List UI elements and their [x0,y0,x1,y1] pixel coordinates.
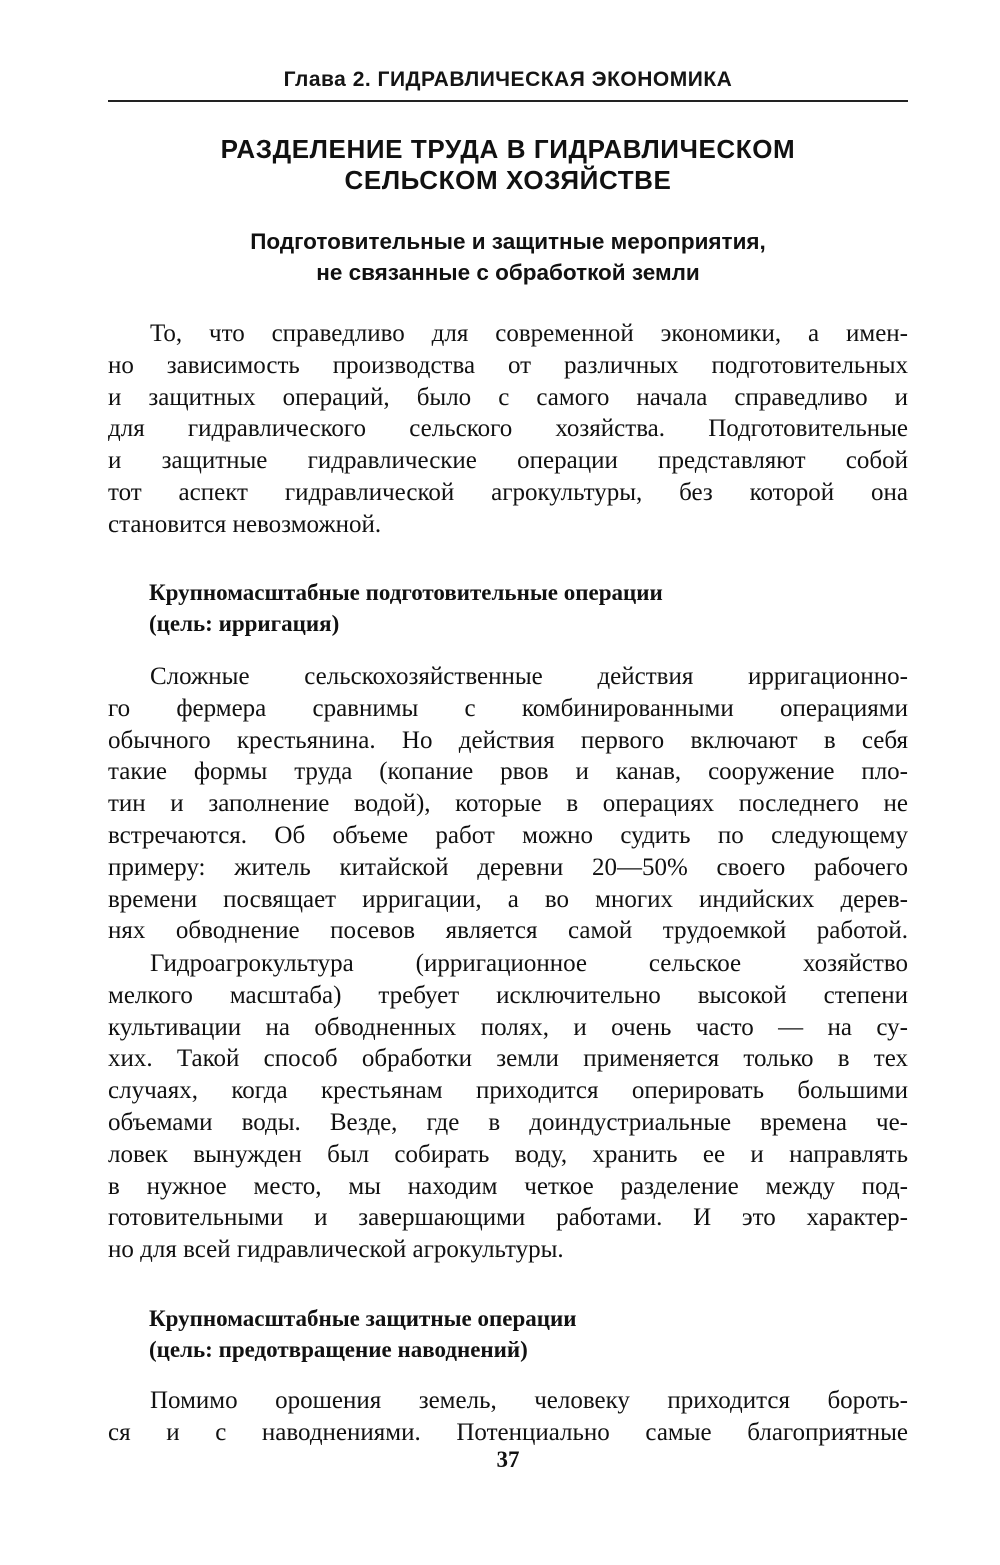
paragraph-4-line: Помимо орошения земель, человеку приходится бороть- [150,1387,908,1414]
paragraph-1-line: но зависимость производства от различных подготовительных [108,351,908,379]
paragraph-4 [108,1385,908,1449]
paragraph-3 [108,948,908,1266]
paragraph-1-line: и защитные гидравлические операции представляют собой [108,447,908,475]
subheading-flood-control [149,1303,909,1365]
subheading-flood-control-line-1: Крупномасштабные защитные операции [149,1306,577,1331]
paragraph-3-line: объемами воды. Везде, где в доиндустриальные времена че- [108,1108,908,1136]
page-number: 37 [496,1447,520,1472]
section-title [108,226,908,288]
chapter-title-line-2: СЕЛЬСКОМ ХОЗЯЙСТВЕ [344,165,672,195]
paragraph-2-line: тин и заполнение водой), которые в операциях последнего не [108,790,908,818]
paragraph-3-line: хих. Такой способ обработки земли применяется только в тех [108,1045,908,1073]
paragraph-2-line: нях обводнение посевов является самой трудоемкой работой. [108,917,908,945]
paragraph-2-line: примеру: житель китайской деревни 20—50% своего рабочего [108,853,908,881]
paragraph-2-line: такие формы труда (копание рвов и канав, сооружение пло- [108,758,908,786]
paragraph-3-line: культивации на обводненных полях, и очень часто — на су- [108,1013,908,1041]
subheading-irrigation-line-2: (цель: ирригация) [149,611,340,636]
paragraph-1 [108,318,908,541]
paragraph-1-line: и защитных операций, было с самого начала справедливо и [108,383,908,411]
paragraph-3-line: мелкого масштаба) требует исключительно высокой степени [108,981,908,1009]
paragraph-3-line: но для всей гидравлической агрокультуры. [108,1236,564,1264]
paragraph-1-line: для гидравлического сельского хозяйства. Подготовительные [108,415,908,443]
chapter-title-line-1: РАЗДЕЛЕНИЕ ТРУДА В ГИДРАВЛИЧЕСКОМ [220,134,796,164]
subheading-irrigation-line-1: Крупномасштабные подготовительные операции [149,580,663,605]
paragraph-4-line: ся и с наводнениями. Потенциально самые благоприятные [108,1418,908,1446]
section-title-line-1: Подготовительные и защитные мероприятия, [250,229,766,254]
subheading-irrigation [149,577,909,639]
running-head: Глава 2. ГИДРАВЛИЧЕСКАЯ ЭКОНОМИКА [283,68,733,91]
paragraph-2-line: встречаются. Об объеме работ можно судить по следующему [108,821,908,849]
paragraph-2 [108,661,908,947]
paragraph-3-line: в нужное место, мы находим четкое разделение между под- [108,1172,908,1200]
header-rule [108,100,908,102]
paragraph-1-line: тот аспект гидравлической агрокультуры, без которой она [108,478,908,506]
paragraph-1-line: То, что справедливо для современной экономики, а имен- [150,320,908,347]
paragraph-3-line: ловек вынужден был собирать воду, хранить ее и направлять [108,1140,908,1168]
paragraph-3-line: случаях, когда крестьянам приходится оперировать большими [108,1077,908,1105]
paragraph-2-line: обычного крестьянина. Но действия первого включают в себя [108,726,908,754]
paragraph-2-line: Сложные сельскохозяйственные действия ирригационно- [150,663,908,690]
paragraph-1-line: становится невозможной. [108,510,382,538]
paragraph-3-line: Гидроагрокультура (ирригационное сельское хозяйство [150,950,908,977]
section-title-line-2: не связанные с обработкой земли [316,260,700,285]
subheading-flood-control-line-2: (цель: предотвращение наводнений) [149,1337,528,1362]
paragraph-2-line: го фермера сравнимы с комбинированными операциями [108,694,908,722]
paragraph-2-line: времени посвящает ирригации, а во многих индийских дерев- [108,885,908,913]
chapter-title [108,134,908,196]
paragraph-3-line: готовительными и завершающими работами. И это характер- [108,1204,908,1232]
